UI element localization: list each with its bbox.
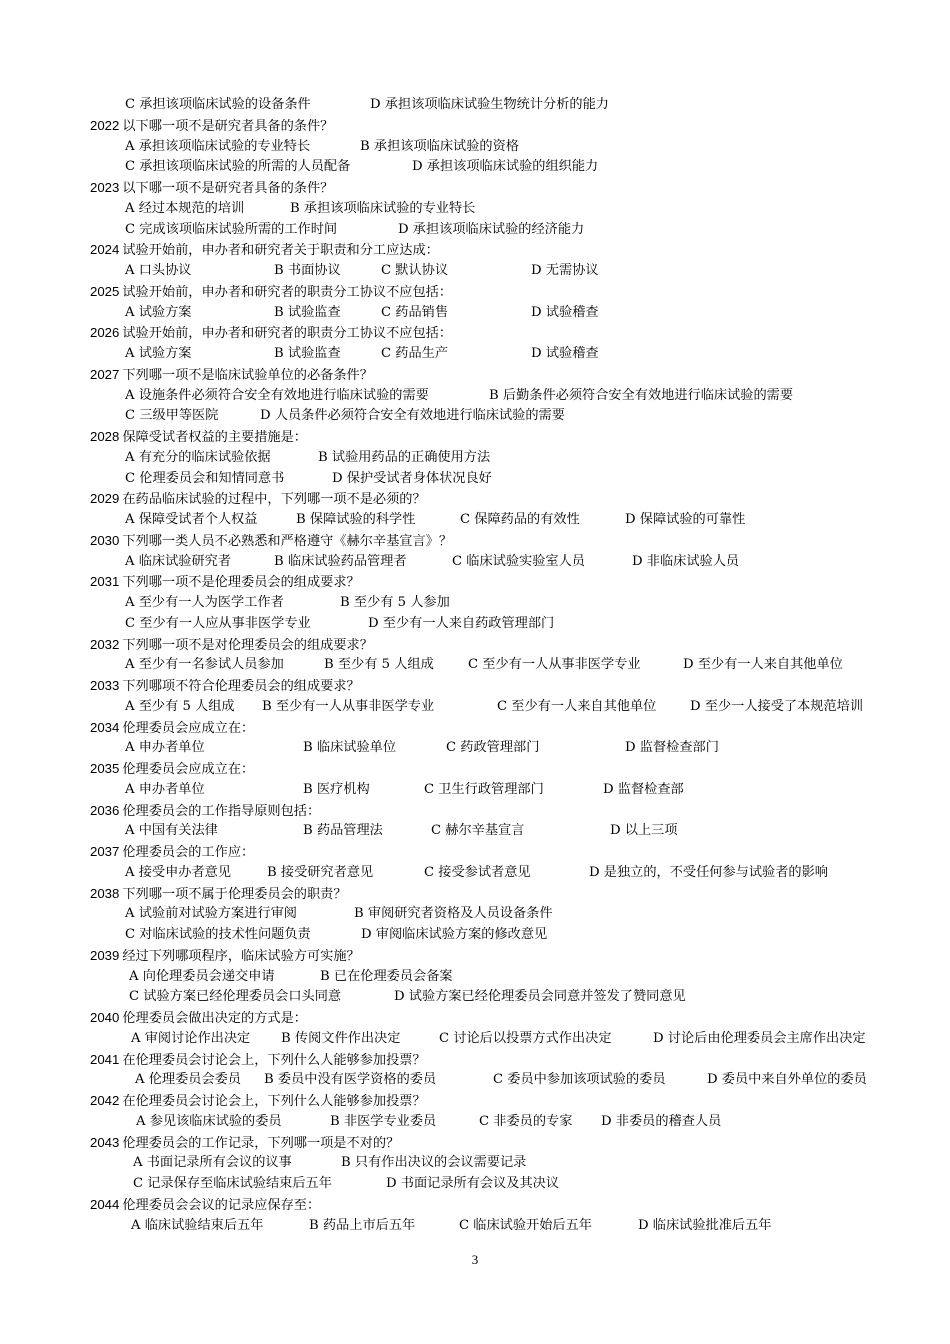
question-line: [90, 884, 347, 904]
answer-option: B 至少有一人从事非医学专业: [262, 698, 435, 714]
answer-option: B 后勤条件必须符合安全有效地进行临床试验的需要: [489, 387, 794, 403]
question-text: 以下哪一项不是研究者具备的条件？: [122, 181, 334, 196]
answer-option: B 承担该项临床试验的专业特长: [290, 200, 476, 216]
answer-option: A 试验方案: [125, 346, 192, 361]
answer-option: A 申办者单位: [125, 781, 205, 797]
question-number: 2023: [90, 180, 120, 195]
answer-option: A 临床试验结束后五年: [131, 1217, 264, 1233]
answer-option: C 对临床试验的技术性问题负责: [125, 927, 311, 942]
answer-option: B 药品上市后五年: [309, 1217, 416, 1233]
question-line: [90, 1091, 426, 1111]
answer-option: D 非委员的稽查人员: [601, 1113, 722, 1129]
answer-option: A 至少有一名参试人员参加: [125, 657, 284, 673]
answer-option: C 记录保存至临床试验结束后五年: [133, 1176, 332, 1191]
question-text: 下列哪一项不是对伦理委员会的组成要求？: [122, 637, 373, 653]
question-text: 下列哪项不符合伦理委员会的组成要求？: [122, 679, 360, 694]
answer-option: D 是独立的，不受任何参与试验者的影响: [589, 864, 828, 880]
answer-option: A 试验方案: [125, 304, 192, 320]
options-line: [0, 593, 950, 613]
question-text: 下列哪一项不属于伦理委员会的职责？: [122, 886, 347, 902]
answer-option: C 接受参试者意见: [424, 864, 531, 880]
answer-option: D 至少一人接受了本规范培训: [690, 698, 864, 714]
question-number: 2034: [90, 719, 120, 735]
question-number: 2030: [90, 532, 120, 548]
question-line: [90, 240, 439, 260]
question-number: 2027: [90, 366, 120, 382]
question-text: 在伦理委员会讨论会上，下列什么人能够参加投票？: [122, 1094, 426, 1109]
options-line: [0, 406, 950, 426]
answer-option: D 监督检查部: [603, 781, 684, 797]
answer-option: D 承担该项临床试验的组织能力: [412, 159, 599, 175]
question-line: [90, 427, 307, 447]
question-text: 在伦理委员会讨论会上，下列什么人能够参加投票？: [122, 1052, 426, 1068]
answer-option: B 承担该项临床试验的资格: [360, 138, 519, 154]
answer-option: C 卫生行政管理部门: [424, 781, 544, 797]
options-line: [0, 137, 950, 157]
question-number: 2036: [90, 802, 120, 818]
answer-option: D 书面记录所有会议及其决议: [386, 1176, 560, 1191]
options-line: [0, 1174, 950, 1194]
answer-option: C 承担该项临床试验的所需的人员配备: [125, 159, 351, 175]
question-line: [90, 1008, 307, 1028]
question-number: 2044: [90, 1196, 120, 1212]
answer-option: D 试验稽查: [531, 304, 599, 320]
question-text: 以下哪一项不是研究者具备的条件？: [122, 118, 334, 134]
question-line: [90, 759, 254, 779]
answer-option: D 承担该项临床试验生物统计分析的能力: [370, 97, 609, 112]
answer-option: D 监督检查部门: [625, 740, 719, 756]
options-line: [0, 614, 950, 634]
options-line: [0, 1216, 950, 1236]
answer-option: A 临床试验研究者: [125, 553, 232, 569]
answer-option: D 审阅临床试验方案的修改意见: [361, 927, 548, 942]
answer-option: C 药政管理部门: [446, 740, 540, 756]
question-number: 2025: [90, 283, 120, 299]
question-line: [90, 282, 452, 302]
page-number: 3: [471, 1252, 479, 1267]
question-text: 试验开始前，申办者和研究者的职责分工协议不应包括：: [122, 326, 453, 342]
question-number: 2031: [90, 574, 120, 590]
answer-option: B 传阅文件作出决定: [281, 1030, 401, 1046]
answer-option: C 临床试验开始后五年: [459, 1217, 592, 1233]
question-text: 伦理委员会的工作记录，下列哪一项是不对的？: [122, 1135, 400, 1151]
answer-option: C 伦理委员会和知情同意书: [125, 470, 285, 486]
question-number: 2040: [90, 1010, 120, 1025]
options-line: [0, 780, 950, 800]
question-text: 伦理委员会的工作应：: [122, 845, 255, 860]
answer-option: D 临床试验批准后五年: [638, 1217, 772, 1233]
options-line: [0, 510, 950, 530]
question-number: 2033: [90, 678, 120, 693]
question-number: 2037: [90, 844, 120, 859]
answer-option: A 保障受试者个人权益: [125, 512, 258, 527]
question-number: 2039: [90, 947, 120, 963]
question-text: 经过下列哪项程序，临床试验方可实施？: [122, 948, 360, 964]
options-line: [0, 95, 950, 115]
question-line: [90, 1195, 320, 1215]
answer-option: C 承担该项临床试验的设备条件: [125, 97, 311, 112]
answer-option: B 临床试验药品管理者: [274, 553, 407, 569]
options-line: [0, 655, 950, 675]
question-line: [90, 365, 373, 385]
answer-option: C 委员中参加该项试验的委员: [493, 1072, 666, 1088]
question-text: 试验开始前，申办者和研究者关于职责和分工应达成：: [122, 243, 439, 259]
answer-option: C 三级甲等医院: [125, 408, 219, 424]
answer-option: B 已在伦理委员会备案: [320, 968, 453, 984]
options-line: [0, 738, 950, 758]
question-number: 2028: [90, 429, 120, 444]
answer-option: A 至少有一人为医学工作者: [125, 595, 284, 610]
answer-option: A 伦理委员会委员: [135, 1072, 242, 1088]
answer-option: B 至少有 5 人组成: [324, 657, 434, 673]
question-line: [90, 635, 373, 655]
question-line: [90, 946, 360, 966]
answer-option: B 只有作出决议的会议需要记录: [341, 1155, 527, 1171]
answer-option: A 中国有关法律: [125, 823, 218, 839]
answer-option: A 承担该项临床试验的专业特长: [125, 138, 311, 154]
answer-option: A 审阅讨论作出决定: [131, 1030, 251, 1046]
question-text: 下列哪一类人员不必熟悉和严格遵守《赫尔辛基宣言》？: [122, 533, 453, 549]
answer-option: B 试验监查: [274, 304, 341, 320]
answer-option: C 保障药品的有效性: [460, 512, 580, 527]
answer-option: B 药品管理法: [303, 823, 383, 839]
answer-option: B 接受研究者意见: [267, 864, 374, 880]
options-line: [0, 303, 950, 323]
answer-option: C 讨论后以投票方式作出决定: [439, 1030, 612, 1046]
answer-option: A 经过本规范的培训: [125, 200, 245, 216]
question-text: 伦理委员会会议的记录应保存至：: [122, 1197, 321, 1213]
answer-option: D 委员中来自外单位的委员: [707, 1072, 867, 1088]
options-line: [0, 863, 950, 883]
options-line: [0, 1153, 950, 1173]
answer-option: A 接受申办者意见: [125, 864, 232, 880]
options-line: [0, 386, 950, 406]
answer-option: A 有充分的临床试验依据: [125, 449, 271, 465]
question-number: 2022: [90, 117, 120, 133]
question-line: [90, 1050, 426, 1070]
options-line: [0, 157, 950, 177]
answer-option: B 非医学专业委员: [330, 1113, 437, 1129]
answer-option: D 以上三项: [610, 823, 678, 839]
answer-option: D 人员条件必须符合安全有效地进行临床试验的需要: [260, 408, 565, 424]
answer-option: D 保障试验的可靠性: [625, 512, 746, 527]
question-text: 试验开始前，申办者和研究者的职责分工协议不应包括：: [122, 284, 453, 300]
question-number: 2032: [90, 636, 120, 652]
answer-option: B 医疗机构: [303, 781, 370, 797]
options-line: [0, 697, 950, 717]
question-line: [90, 178, 333, 198]
question-text: 保障受试者权益的主要措施是：: [122, 430, 307, 445]
question-number: 2041: [90, 1051, 120, 1067]
options-line: [0, 821, 950, 841]
question-line: [90, 718, 254, 738]
answer-option: C 临床试验实验室人员: [452, 553, 585, 569]
answer-option: D 非临床试验人员: [632, 553, 740, 569]
answer-option: A 书面记录所有会议的议事: [133, 1155, 292, 1171]
answer-option: C 药品销售: [381, 304, 449, 320]
question-number: 2035: [90, 761, 120, 776]
question-line: [90, 842, 254, 862]
answer-option: C 默认协议: [381, 263, 449, 278]
answer-option: D 无需协议: [531, 263, 599, 278]
answer-option: C 赫尔辛基宣言: [431, 823, 525, 839]
question-line: [90, 489, 426, 509]
options-line: [0, 967, 950, 987]
answer-option: C 药品生产: [381, 346, 449, 361]
question-text: 下列哪一项不是伦理委员会的组成要求？: [122, 575, 360, 591]
answer-option: C 非委员的专家: [479, 1113, 573, 1129]
answer-option: D 保护受试者身体状况良好: [332, 470, 492, 486]
answer-option: B 保障试验的科学性: [296, 512, 416, 527]
answer-option: B 至少有 5 人参加: [340, 595, 450, 610]
answer-option: A 口头协议: [125, 263, 192, 278]
question-number: 2042: [90, 1093, 120, 1108]
options-line: [0, 344, 950, 364]
question-number: 2029: [90, 491, 120, 507]
question-number: 2038: [90, 885, 120, 901]
question-line: [90, 116, 333, 136]
answer-option: B 委员中没有医学资格的委员: [264, 1072, 437, 1088]
answer-option: D 试验方案已经伦理委员会同意并签发了赞同意见: [394, 989, 686, 1005]
question-text: 伦理委员会做出决定的方式是：: [122, 1011, 307, 1026]
answer-option: A 向伦理委员会递交申请: [129, 968, 275, 984]
options-line: [0, 261, 950, 281]
question-number: 2026: [90, 325, 120, 341]
answer-option: B 试验监查: [274, 346, 341, 361]
answer-option: A 至少有 5 人组成: [125, 698, 235, 714]
question-line: [90, 801, 320, 821]
question-line: [90, 323, 452, 343]
question-line: [90, 572, 360, 592]
answer-option: C 完成该项临床试验所需的工作时间: [125, 221, 338, 237]
question-text: 下列哪一项不是临床试验单位的必备条件？: [122, 367, 373, 383]
question-number: 2043: [90, 1134, 120, 1150]
answer-option: B 临床试验单位: [303, 740, 397, 756]
options-line: [0, 1029, 950, 1049]
question-line: [90, 531, 452, 551]
answer-option: C 试验方案已经伦理委员会口头同意: [129, 989, 342, 1005]
question-text: 伦理委员会应成立在：: [122, 762, 255, 777]
question-line: [90, 1133, 399, 1153]
answer-option: D 至少有一人来自其他单位: [683, 657, 843, 673]
answer-option: A 申办者单位: [125, 740, 205, 756]
answer-option: D 承担该项临床试验的经济能力: [398, 221, 585, 237]
options-line: [0, 1070, 950, 1090]
answer-option: C 至少有一人来自其他单位: [497, 698, 657, 714]
question-line: [90, 676, 360, 696]
options-line: [0, 925, 950, 945]
answer-option: B 审阅研究者资格及人员设备条件: [354, 906, 553, 922]
question-text: 在药品临床试验的过程中，下列哪一项不是必须的？: [122, 492, 426, 508]
question-text: 伦理委员会应成立在：: [122, 720, 255, 736]
answer-option: B 试验用药品的正确使用方法: [318, 449, 491, 465]
options-line: [0, 469, 950, 489]
answer-option: B 书面协议: [274, 263, 341, 278]
options-line: [0, 552, 950, 572]
options-line: [0, 448, 950, 468]
options-line: [0, 987, 950, 1007]
answer-option: A 试验前对试验方案进行审阅: [125, 906, 297, 922]
options-line: [0, 220, 950, 240]
question-number: 2024: [90, 242, 120, 258]
options-line: [0, 199, 950, 219]
answer-option: C 至少有一人应从事非医学专业: [125, 615, 311, 631]
answer-option: A 参见该临床试验的委员: [136, 1113, 282, 1129]
options-line: [0, 904, 950, 924]
answer-option: D 讨论后由伦理委员会主席作出决定: [653, 1030, 866, 1046]
answer-option: D 至少有一人来自药政管理部门: [368, 615, 555, 631]
question-text: 伦理委员会的工作指导原则包括：: [122, 803, 321, 819]
options-line: [0, 1112, 950, 1132]
answer-option: D 试验稽查: [531, 346, 599, 361]
answer-option: C 至少有一人从事非医学专业: [468, 657, 641, 673]
answer-option: A 设施条件必须符合安全有效地进行临床试验的需要: [125, 387, 429, 403]
